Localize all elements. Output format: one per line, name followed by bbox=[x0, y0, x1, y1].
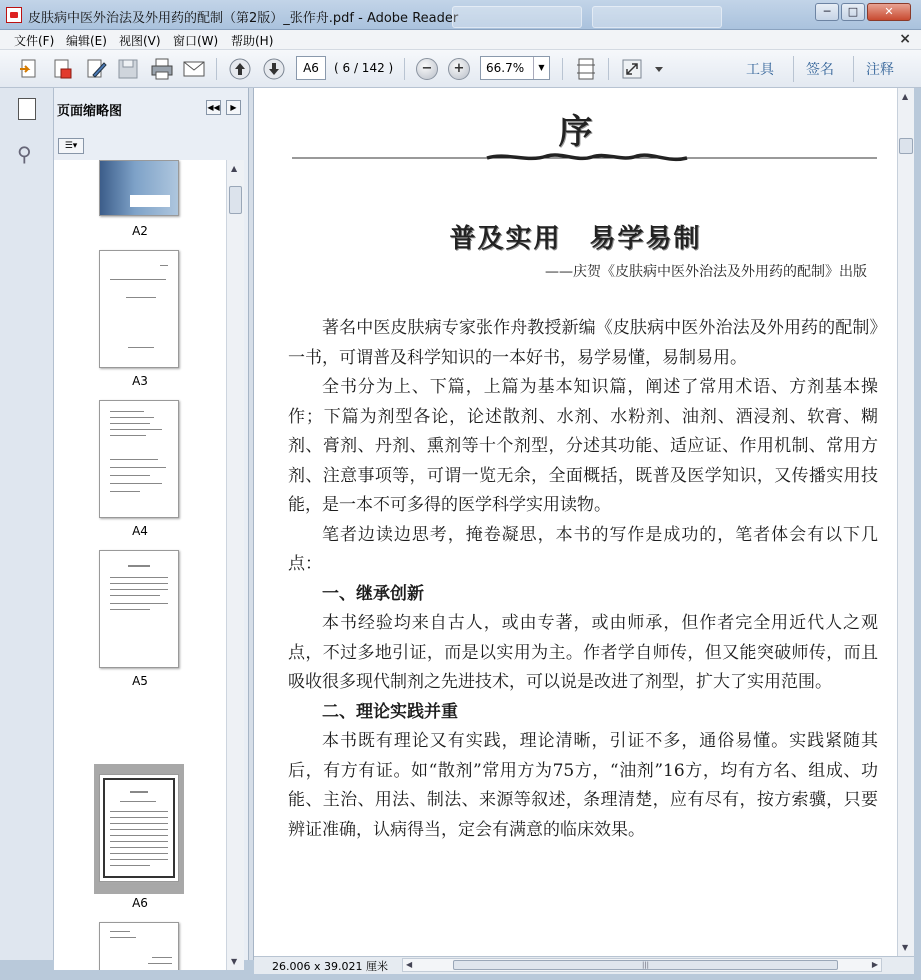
toolbar-separator bbox=[853, 56, 854, 82]
horizontal-scroll-thumb[interactable]: ||| bbox=[453, 960, 838, 970]
maximize-button[interactable]: □ bbox=[841, 3, 865, 21]
expand-panel-button[interactable]: ▶ bbox=[226, 100, 241, 115]
print-icon[interactable] bbox=[150, 57, 174, 81]
title-bar bbox=[0, 0, 921, 30]
toolbar-separator bbox=[404, 58, 405, 80]
toolbar-separator bbox=[793, 56, 794, 82]
menu-help[interactable]: 帮助(H) bbox=[231, 34, 274, 48]
scroll-down-icon[interactable]: ▼ bbox=[902, 943, 909, 952]
thumbnail-label: A2 bbox=[132, 224, 148, 238]
thumbnail-a6[interactable] bbox=[99, 774, 179, 882]
thumbnail-a3[interactable] bbox=[99, 250, 179, 368]
edit-icon[interactable] bbox=[84, 57, 108, 81]
menu-view[interactable]: 视图(V) bbox=[119, 34, 161, 48]
window-title: 皮肤病中医外治法及外用药的配制（第2版）_张作舟.pdf - Adobe Reader bbox=[28, 11, 459, 26]
scroll-right-icon[interactable]: ▶ bbox=[871, 960, 878, 969]
scroll-down-icon[interactable]: ▼ bbox=[231, 957, 238, 966]
scroll-up-icon[interactable]: ▲ bbox=[231, 164, 238, 173]
thumbnail-options-button[interactable]: ☰▾ bbox=[58, 138, 84, 154]
page-count: ( 6 / 142 ) bbox=[334, 61, 394, 75]
menu-bar bbox=[0, 30, 921, 50]
menu-window[interactable]: 窗口(W) bbox=[173, 34, 219, 48]
toolbar bbox=[0, 50, 921, 88]
page-thumbnails-icon[interactable] bbox=[18, 98, 36, 120]
close-button[interactable]: ✕ bbox=[867, 3, 911, 21]
thumbnail-list bbox=[54, 160, 226, 970]
heading-ornament bbox=[292, 151, 877, 163]
minimize-button[interactable]: ─ bbox=[815, 3, 839, 21]
toolbar-separator bbox=[562, 58, 563, 80]
thumbnail-label: A4 bbox=[132, 524, 148, 538]
chevron-down-icon[interactable] bbox=[652, 57, 666, 81]
thumbnail-next[interactable] bbox=[99, 922, 179, 970]
thumbnail-a4[interactable] bbox=[99, 400, 179, 518]
document-close-button[interactable]: × bbox=[899, 31, 911, 47]
document-scroll-thumb[interactable] bbox=[899, 138, 913, 154]
paragraph: 本书既有理论又有实践，理论清晰，引证不多，通俗易懂。实践紧随其后，有方有证。如“散剂”常用方为75方，“油剂”16方，均有方名、组成、功能、主治、用法、制法、来源等叙述，条理清楚，应有尽有，按方索骥，只要辨证准确，认病得当，定会有满意的临床效果。 bbox=[288, 731, 878, 840]
collapse-panel-button[interactable]: ◀◀ bbox=[206, 100, 221, 115]
paragraph: 笔者边读边思考，掩卷凝思，本书的写作是成功的，笔者体会有以下几点： bbox=[288, 524, 878, 574]
scroll-up-icon[interactable]: ▲ bbox=[902, 92, 909, 101]
scroll-left-icon[interactable]: ◀ bbox=[406, 960, 413, 969]
chevron-down-icon[interactable]: ▼ bbox=[533, 57, 549, 79]
toolbar-separator bbox=[216, 58, 217, 80]
thumbnail-panel bbox=[54, 88, 248, 966]
page-size: 26.006 x 39.021 厘米 bbox=[272, 960, 388, 973]
zoom-out-button[interactable]: − bbox=[416, 58, 438, 80]
menu-edit[interactable]: 编辑(E) bbox=[66, 34, 107, 48]
adobe-reader-icon bbox=[6, 7, 22, 23]
barcode bbox=[130, 195, 170, 207]
thumbnail-scrollbar[interactable] bbox=[226, 160, 244, 970]
page-heading: 序 bbox=[558, 112, 593, 152]
page-subtitle: 普及实用 易学易制 bbox=[449, 224, 702, 254]
panel-title: 页面缩略图 bbox=[57, 104, 123, 119]
document-scrollbar[interactable] bbox=[897, 88, 914, 956]
background-taskbar-item bbox=[452, 6, 582, 28]
paragraph: 本书经验均来自古人，或由专著，或由师承，但作者完全用近代人之观点，不过多地引证，而是以实用为主。作者学自师传，但又能突破师传，而且吸收很多现代制剂之先进技术，可以说是改进了剂型，扩大了实用范围。 bbox=[288, 613, 878, 692]
page-number-input[interactable]: A6 bbox=[296, 56, 326, 80]
thumbnail-label: A5 bbox=[132, 674, 148, 688]
thumbnail-scroll-thumb[interactable] bbox=[229, 186, 242, 214]
thumbnail-label: A3 bbox=[132, 374, 148, 388]
document-view bbox=[254, 88, 897, 956]
thumbnail-a5[interactable] bbox=[99, 550, 179, 668]
menu-file[interactable]: 文件(F) bbox=[14, 34, 55, 48]
thumbnail-label: A6 bbox=[132, 896, 148, 910]
status-bar bbox=[254, 956, 914, 974]
background-taskbar-item bbox=[592, 6, 722, 28]
email-icon[interactable] bbox=[182, 57, 206, 81]
sign-link[interactable]: 签名 bbox=[806, 62, 834, 78]
fullscreen-icon[interactable] bbox=[620, 57, 644, 81]
zoom-in-button[interactable]: + bbox=[448, 58, 470, 80]
horizontal-scrollbar[interactable] bbox=[402, 958, 882, 972]
paragraph: 全书分为上、下篇，上篇为基本知识篇，阐述了常用术语、方剂基本操作；下篇为剂型各论，论述散剂、水剂、水粉剂、油剂、酒浸剂、软膏、糊剂、膏剂、丹剂、熏剂等十个剂型，分述其功能、适应证、作用机制、常用方剂、注意事项等，可谓一览无余，全面概括，既普及医学知识，又传播实用技能，是一本不可多得的医学科学实用读物。 bbox=[288, 377, 878, 515]
print-setup-icon[interactable] bbox=[50, 57, 74, 81]
page-up-icon[interactable] bbox=[228, 57, 252, 81]
fit-page-icon[interactable] bbox=[574, 57, 598, 81]
section-heading: 二、理论实践并重 bbox=[322, 701, 458, 722]
create-icon[interactable] bbox=[18, 57, 42, 81]
attachment-icon[interactable]: ⚲ bbox=[17, 142, 32, 166]
toolbar-separator bbox=[608, 58, 609, 80]
window-bottom-edge bbox=[0, 974, 921, 980]
tools-link[interactable]: 工具 bbox=[746, 62, 774, 78]
paragraph: 著名中医皮肤病专家张作舟教授新编《皮肤病中医外治法及外用药的配制》一书，可谓普及科学知识的一本好书，易学易懂，易制易用。 bbox=[288, 318, 878, 368]
thumbnail-a2[interactable] bbox=[99, 160, 179, 216]
save-icon[interactable] bbox=[116, 57, 140, 81]
zoom-select[interactable] bbox=[480, 56, 550, 80]
comment-link[interactable]: 注释 bbox=[866, 62, 894, 78]
page-body bbox=[288, 314, 878, 845]
navigation-pane bbox=[0, 88, 54, 960]
page-down-icon[interactable] bbox=[262, 57, 286, 81]
section-heading: 一、继承创新 bbox=[322, 583, 424, 604]
page-byline: ——庆贺《皮肤病中医外治法及外用药的配制》出版 bbox=[545, 264, 867, 280]
zoom-value: 66.7% bbox=[486, 61, 525, 75]
